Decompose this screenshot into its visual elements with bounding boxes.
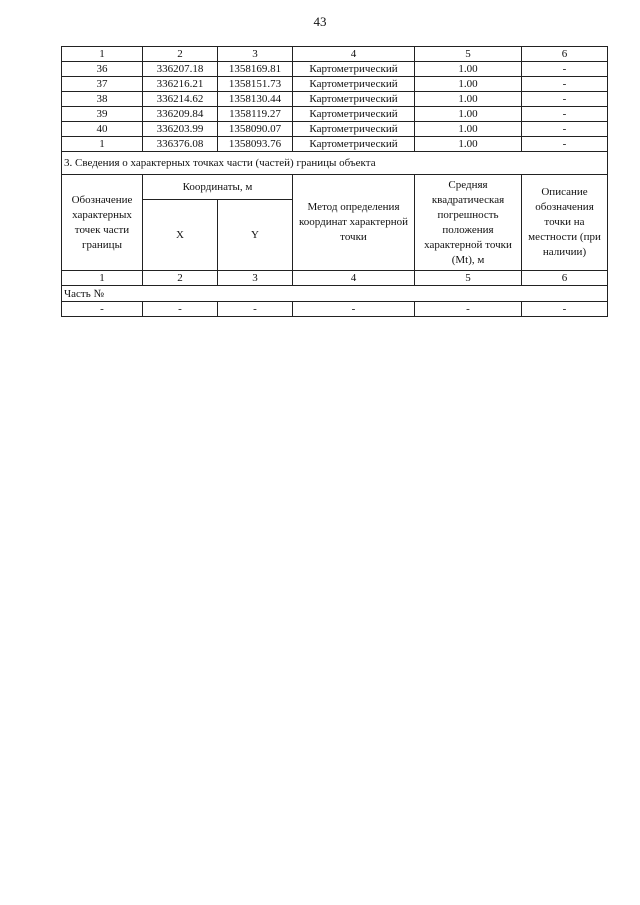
- empty-cell: -: [293, 302, 415, 317]
- point-id: 36: [62, 62, 143, 77]
- section-title-row: [62, 152, 608, 175]
- part-label: Часть №: [62, 286, 608, 302]
- column-number-row: [62, 271, 608, 286]
- coord-x: 336203.99: [143, 122, 218, 137]
- empty-cell: -: [522, 302, 608, 317]
- error: 1.00: [415, 62, 522, 77]
- method: Картометрический: [293, 77, 415, 92]
- header-y: Y: [218, 200, 293, 271]
- coord-x: 336216.21: [143, 77, 218, 92]
- method: Картометрический: [293, 122, 415, 137]
- column-number-row: [62, 47, 608, 62]
- header-error: Средняя квадратическая погрешность положения характерной точки (Mt), м: [415, 175, 522, 271]
- column-number: 1: [62, 47, 143, 62]
- table-row: [62, 302, 608, 317]
- description: -: [522, 77, 608, 92]
- coord-y: 1358119.27: [218, 107, 293, 122]
- error: 1.00: [415, 92, 522, 107]
- coord-x: 336209.84: [143, 107, 218, 122]
- error: 1.00: [415, 122, 522, 137]
- header-x: X: [143, 200, 218, 271]
- coord-x: 336207.18: [143, 62, 218, 77]
- column-number: 3: [218, 47, 293, 62]
- column-number: 1: [62, 271, 143, 286]
- empty-cell: -: [143, 302, 218, 317]
- column-number: 6: [522, 271, 608, 286]
- column-number: 4: [293, 47, 415, 62]
- section-header-row: [62, 175, 608, 200]
- error: 1.00: [415, 137, 522, 152]
- coord-y: 1358169.81: [218, 62, 293, 77]
- description: -: [522, 122, 608, 137]
- description: -: [522, 137, 608, 152]
- table-row: [62, 107, 608, 122]
- header-method: Метод определения координат характерной точки: [293, 175, 415, 271]
- method: Картометрический: [293, 92, 415, 107]
- header-description: Описание обозначения точки на местности (при наличии): [522, 175, 608, 271]
- column-number: 2: [143, 47, 218, 62]
- description: -: [522, 62, 608, 77]
- column-number: 5: [415, 47, 522, 62]
- table-row: [62, 137, 608, 152]
- part-row: [62, 286, 608, 302]
- column-number: 2: [143, 271, 218, 286]
- column-number: 6: [522, 47, 608, 62]
- coord-y: 1358090.07: [218, 122, 293, 137]
- error: 1.00: [415, 77, 522, 92]
- empty-cell: -: [218, 302, 293, 317]
- coord-x: 336376.08: [143, 137, 218, 152]
- point-id: 39: [62, 107, 143, 122]
- column-number: 5: [415, 271, 522, 286]
- header-designation: Обозначение характерных точек части границы: [62, 175, 143, 271]
- header-coordinates: Координаты, м: [143, 175, 293, 200]
- section-title: 3. Сведения о характерных точках части (частей) границы объекта: [62, 152, 608, 175]
- point-id: 37: [62, 77, 143, 92]
- empty-cell: -: [415, 302, 522, 317]
- empty-cell: -: [62, 302, 143, 317]
- method: Картометрический: [293, 137, 415, 152]
- table-row: [62, 77, 608, 92]
- description: -: [522, 92, 608, 107]
- column-number: 3: [218, 271, 293, 286]
- coord-y: 1358093.76: [218, 137, 293, 152]
- page-number: 43: [313, 14, 327, 29]
- boundary-points-table: [61, 46, 608, 317]
- table-row: [62, 92, 608, 107]
- table-row: [62, 62, 608, 77]
- method: Картометрический: [293, 107, 415, 122]
- point-id: 38: [62, 92, 143, 107]
- point-id: 1: [62, 137, 143, 152]
- column-number: 4: [293, 271, 415, 286]
- description: -: [522, 107, 608, 122]
- error: 1.00: [415, 107, 522, 122]
- point-id: 40: [62, 122, 143, 137]
- method: Картометрический: [293, 62, 415, 77]
- coord-x: 336214.62: [143, 92, 218, 107]
- table-row: [62, 122, 608, 137]
- coord-y: 1358130.44: [218, 92, 293, 107]
- coord-y: 1358151.73: [218, 77, 293, 92]
